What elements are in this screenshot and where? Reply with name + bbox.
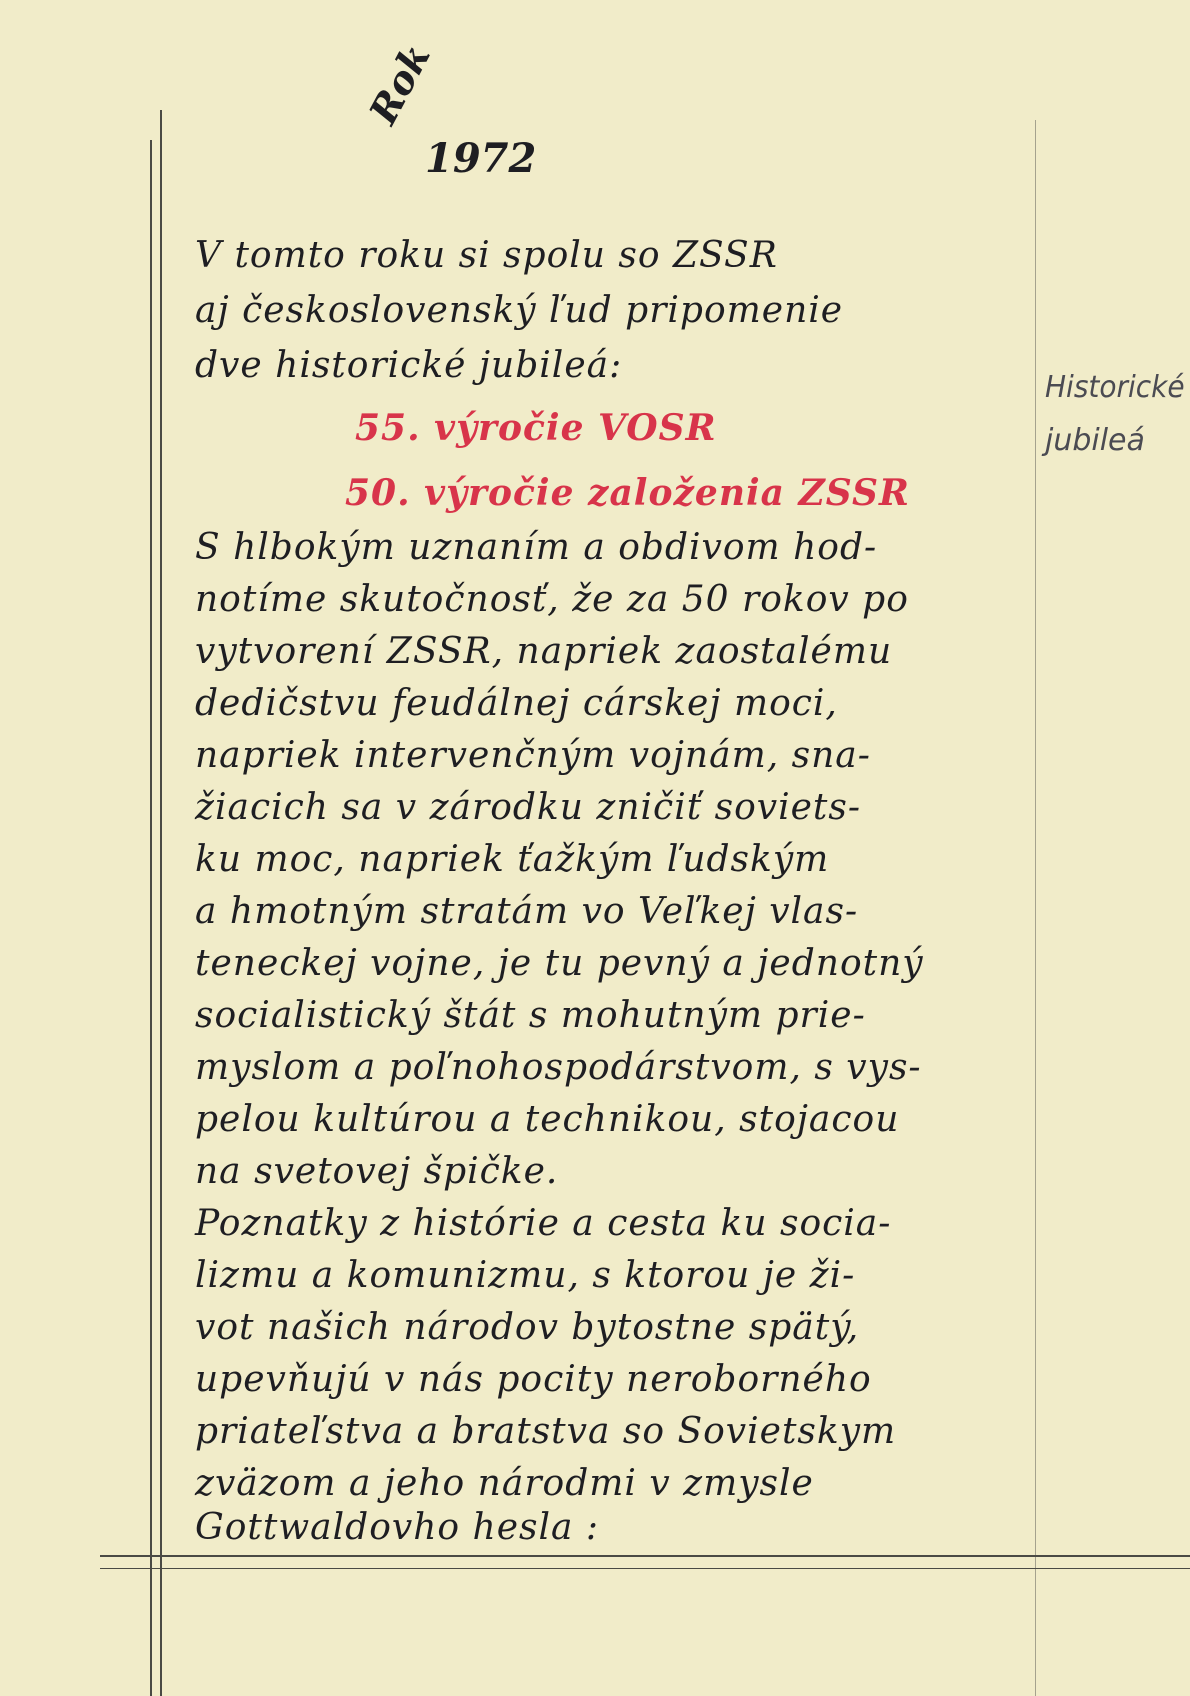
body-line: lizmu a komunizmu, s ktorou je ži- (195, 1255, 856, 1296)
left-margin-line-inner (160, 110, 162, 1696)
bleed-through (190, 180, 200, 215)
body-line: Poznatky z histórie a cesta ku socia- (195, 1203, 892, 1244)
year-number: 1972 (425, 135, 537, 182)
body-line: ku moc, napriek ťažkým ľudským (195, 839, 830, 880)
body-line: vot našich národov bytostne spätý, (195, 1307, 860, 1348)
body-line: upevňujú v nás pocity neroborného (195, 1359, 872, 1400)
body-line: pelou kultúrou a technikou, stojacou (195, 1099, 900, 1140)
body-line: priateľstva a bratstva so Sovietskym (195, 1411, 897, 1452)
intro-line: dve historické jubileá: (195, 345, 623, 386)
body-line: socialistický štát s mohutným prie- (195, 995, 866, 1036)
body-line: myslom a poľnohospodárstvom, s vys- (195, 1047, 922, 1088)
year-label: Rok (360, 36, 439, 132)
bottom-rule-upper (100, 1555, 1190, 1557)
body-line: žiacich sa v zárodku zničiť soviets- (195, 787, 862, 828)
body-line: vytvorení ZSSR, napriek zaostalému (195, 631, 893, 672)
body-line: notíme skutočnosť, že za 50 rokov po (195, 579, 909, 620)
body-line: S hlbokým uznaním a obdivom hod- (195, 527, 878, 568)
intro-line: V tomto roku si spolu so ZSSR (195, 235, 778, 276)
intro-line: aj československý ľud pripomenie (195, 290, 844, 331)
margin-note-line: Historické (1045, 370, 1185, 405)
body-line: teneckej vojne, je tu pevný a jednotný (195, 943, 924, 984)
margin-note-line: jubileá (1045, 423, 1145, 458)
jubilee-zssr: 50. výročie založenia ZSSR (345, 472, 910, 514)
body-line: napriek intervenčným vojnám, sna- (195, 735, 871, 776)
body-line: a hmotným stratám vo Veľkej vlas- (195, 891, 859, 932)
body-line: zväzom a jeho národmi v zmysle (195, 1463, 814, 1504)
body-line: na svetovej špičke. (195, 1151, 559, 1192)
right-margin-line (1035, 120, 1036, 1696)
left-margin-line-outer (150, 140, 152, 1696)
bottom-rule-lower (100, 1568, 1190, 1569)
body-line: Gottwaldovho hesla : (195, 1507, 600, 1548)
body-line: dedičstvu feudálnej cárskej moci, (195, 683, 838, 724)
jubilee-vosr: 55. výročie VOSR (355, 407, 717, 449)
